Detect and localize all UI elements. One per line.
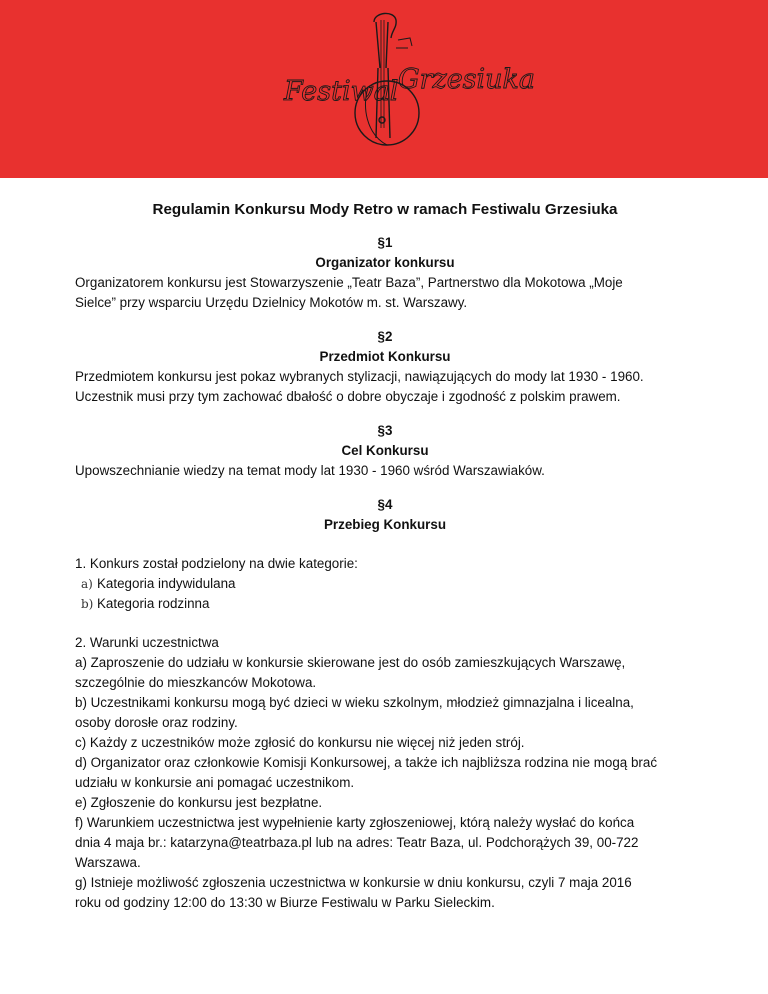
paragraph-line: udziału w konkursie ani pomagać uczestnikom. [75, 775, 355, 790]
paragraph-line: Upowszechnianie wiedzy na temat mody lat 1930 - 1960 wśród Warszawiaków. [75, 463, 545, 478]
paragraph-line: d) Organizator oraz członkowie Komisji Konkursowej, a także ich najbliższa rodzina nie mogą brać [75, 755, 658, 770]
paragraph-line: roku od godziny 12:00 do 13:30 w Biurze Festiwalu w Parku Sieleckim. [75, 895, 495, 910]
category-item [75, 594, 695, 614]
paragraph-line: osoby dorosłe oraz rodziny. [75, 715, 238, 730]
spacer [75, 535, 695, 554]
section-number: §2 [377, 329, 393, 344]
section-title: Przebieg Konkursu [323, 517, 447, 532]
paragraph-line: a) Zaproszenie do udziału w konkursie skierowane jest do osób zamieszkujących Warszawę, [75, 655, 626, 670]
section-number: §4 [377, 497, 393, 512]
section-4 [75, 495, 695, 913]
list-marker: a) [81, 577, 93, 591]
section-number: §3 [377, 423, 393, 438]
paragraph-line: dnia 4 maja br.: katarzyna@teatrbaza.pl lub na adres: Teatr Baza, ul. Podchorążych 39, 00-722 [75, 835, 639, 850]
section-number: §1 [377, 235, 393, 250]
paragraph-line: e) Zgłoszenie do konkursu jest bezpłatne. [75, 795, 323, 810]
regulations-document [75, 200, 695, 927]
section-1 [75, 233, 695, 313]
paragraph-line: g) Istnieje możliwość zgłoszenia uczestnictwa w konkursie w dniu konkursu, czyli 7 maja 2016 [75, 875, 632, 890]
section-2 [75, 327, 695, 407]
category-label: Kategoria rodzinna [97, 596, 210, 611]
section-title: Cel Konkursu [341, 443, 429, 458]
festival-logo [270, 8, 536, 173]
category-label: Kategoria indywidulana [97, 576, 236, 591]
document-title: Regulamin Konkursu Mody Retro w ramach Festiwalu Grzesiuka [152, 201, 618, 218]
paragraph-line: c) Każdy z uczestników może zgłosić do konkursu nie więcej niż jeden strój. [75, 735, 525, 750]
paragraph-line: Uczestnik musi przy tym zachować dbałość o dobre obyczaje i zgodność z polskim prawem. [75, 389, 621, 404]
header-banner [0, 0, 768, 178]
paragraph-line: Organizatorem konkursu jest Stowarzyszenie „Teatr Baza”, Partnerstwo dla Mokotowa „Moje [75, 275, 623, 290]
conditions-heading: 2. Warunki uczestnictwa [75, 635, 219, 650]
categories-intro: 1. Konkurs został podzielony na dwie kategorie: [75, 556, 358, 571]
section-title: Przedmiot Konkursu [319, 349, 451, 364]
logo-text-grzesiuka: Grzesiuka [398, 64, 536, 95]
paragraph-line: szczególnie do mieszkanców Mokotowa. [75, 675, 317, 690]
section-3 [75, 421, 695, 481]
logo-text-festiwal: Festiwal [284, 76, 399, 107]
paragraph-line: Przedmiotem konkursu jest pokaz wybranych stylizacji, nawiązujących do mody lat 1930 - 1960. [75, 369, 644, 384]
paragraph-line: f) Warunkiem uczestnictwa jest wypełnienie karty zgłoszeniowej, którą należy wysłać do końca [75, 815, 635, 830]
list-marker: b) [81, 597, 94, 611]
category-item [75, 574, 695, 594]
section-title: Organizator konkursu [315, 255, 455, 270]
paragraph-line: b) Uczestnikami konkursu mogą być dzieci w wieku szkolnym, młodzież gimnazjalna i licealna, [75, 695, 634, 710]
paragraph-line: Warszawa. [75, 855, 141, 870]
paragraph-line: Sielce” przy wsparciu Urzędu Dzielnicy Mokotów m. st. Warszawy. [75, 295, 468, 310]
spacer [75, 614, 695, 633]
